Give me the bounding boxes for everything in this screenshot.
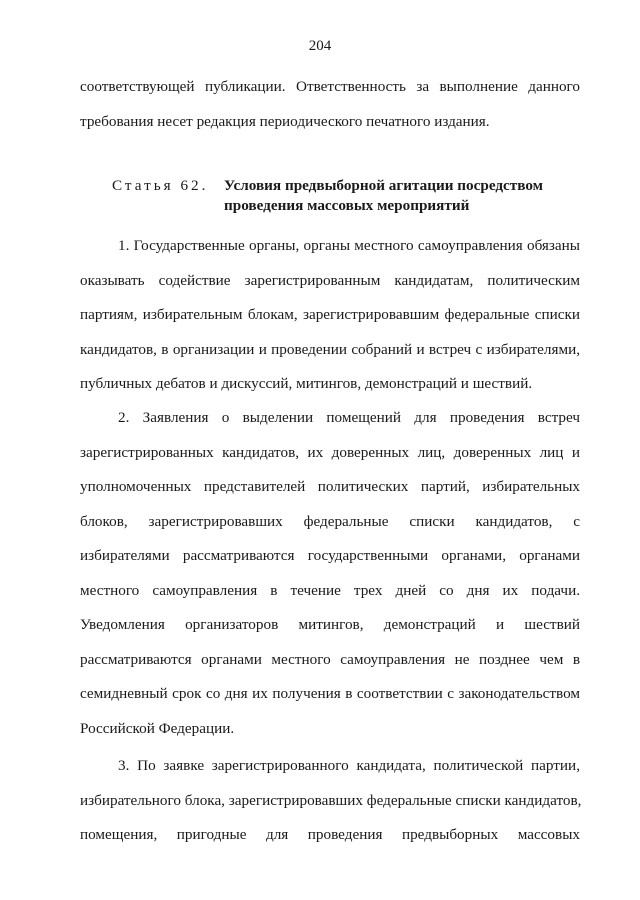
paragraph-2-line-3: уполномоченных представителей политических партий, избирательных xyxy=(80,478,580,495)
paragraph-1 xyxy=(80,229,580,402)
paragraph-2-line-2: зарегистрированных кандидатов, их доверенных лиц, доверенных лиц и xyxy=(80,443,580,461)
paragraph-3-line-3: помещения, пригодные для проведения предвыборных массовых xyxy=(80,826,580,843)
paragraph-1-line-5: публичных дебатов и дискуссий, митингов, демонстраций и шествий. xyxy=(80,375,533,392)
article-heading xyxy=(112,176,582,216)
article-title xyxy=(224,176,564,216)
paragraph-2-line-9: семидневный срок со дня их получения в соответствии с законодательством xyxy=(80,685,580,702)
paragraph-1-line-4: кандидатов, в организации и проведении собраний и встреч с избирателями, xyxy=(80,340,580,358)
paragraph-3-line-1: 3. По заявке зарегистрированного кандидата, политической партии, xyxy=(118,757,580,774)
paragraph-2-line-5: избирателями рассматриваются государственными органами, органами xyxy=(80,547,580,564)
intro-line-2: требования несет редакция периодического печатного издания. xyxy=(80,112,490,130)
intro-line-1: соответствующей публикации. Ответственность за выполнение данного xyxy=(80,78,580,95)
paragraph-2-line-7: Уведомления организаторов митингов, демонстраций и шествий xyxy=(80,616,580,633)
paragraph-2-line-4: блоков, зарегистрировавших федеральные списки кандидатов, с xyxy=(80,512,580,530)
intro-paragraph xyxy=(80,70,580,139)
page-number: 204 xyxy=(308,38,332,54)
paragraph-3 xyxy=(80,749,580,853)
paragraph-2-line-8: рассматриваются органами местного самоуправления не позднее чем в xyxy=(80,650,580,668)
paragraph-1-line-2: оказывать содействие зарегистрированным кандидатам, политическим xyxy=(80,271,580,289)
paragraph-2-line-6: местного самоуправления в течение трех дней со дня их подачи. xyxy=(80,581,580,599)
paragraph-1-line-3: партиям, избирательным блокам, зарегистрировавшим федеральные списки xyxy=(80,306,580,323)
article-title-line-2: проведения массовых мероприятий xyxy=(224,197,470,214)
paragraph-2-line-1: 2. Заявления о выделении помещений для проведения встреч xyxy=(118,409,580,426)
article-title-line-1: Условия предвыборной агитации посредством xyxy=(224,177,543,194)
paragraph-2-line-10: Российской Федерации. xyxy=(80,719,235,737)
paragraph-1-line-1: 1. Государственные органы, органы местного самоуправления обязаны xyxy=(118,237,580,254)
article-label: Статья 62. xyxy=(112,177,209,194)
paragraph-2 xyxy=(80,401,580,746)
paragraph-3-line-2: избирательного блока, зарегистрировавших федеральные списки кандидатов, xyxy=(80,791,582,809)
